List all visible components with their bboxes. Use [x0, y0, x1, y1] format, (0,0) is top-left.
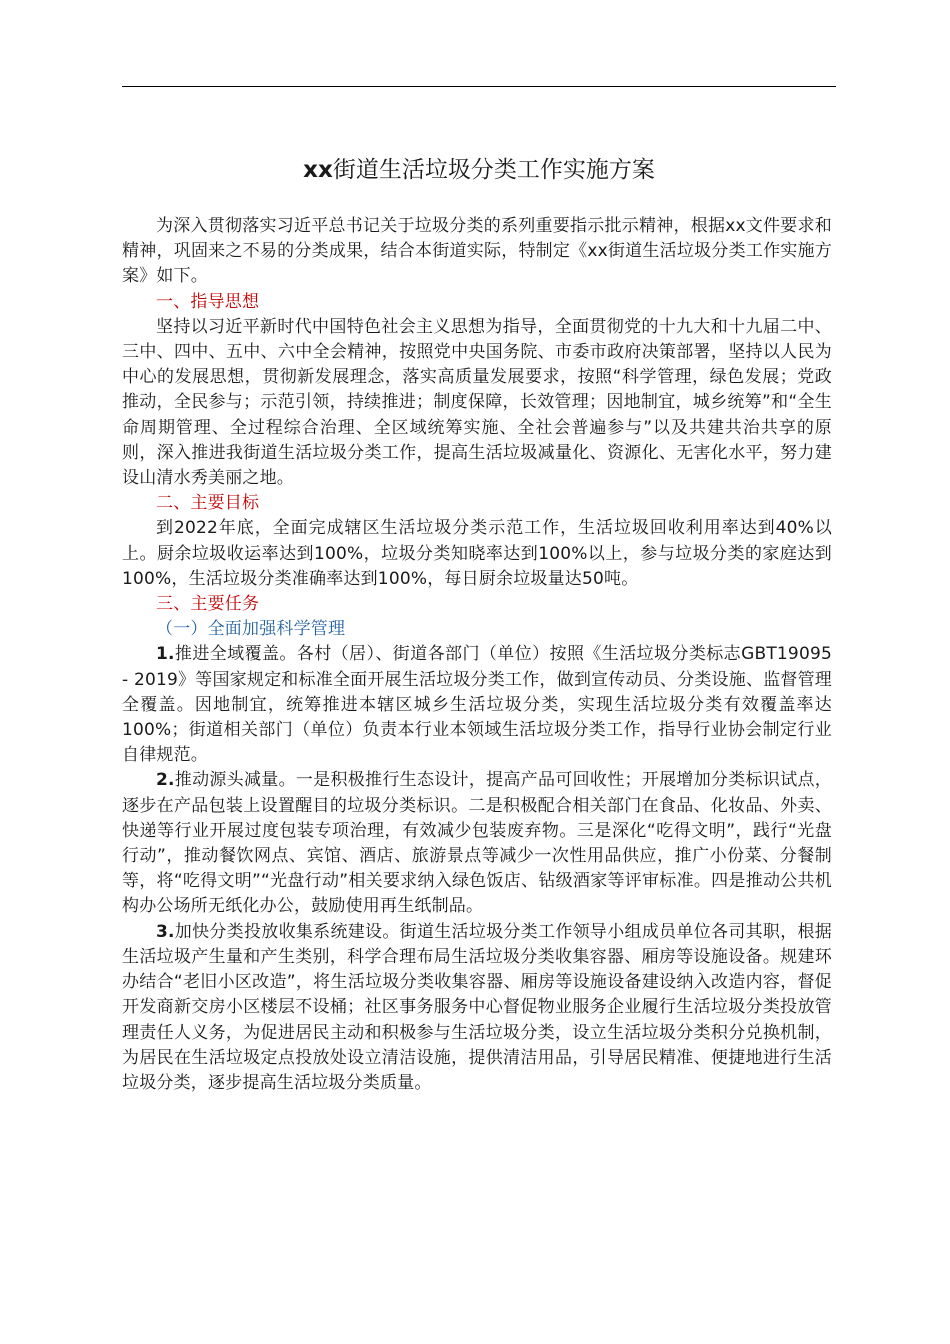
task-item-3-text: 加快分类投放收集系统建设。街道生活垃圾分类工作领导小组成员单位各司其职，根据生活垃圾产生量和产生类别，科学合理布局生活垃圾分类收集容器、厢房等设施设备。规建环办结合“老旧小区改造”，将生活垃圾分类收集容器、厢房等设施设备建设纳入改造内容，督促开发商新交房小区楼层不设桶；社区事务服务中心督促物业服务企业履行生活垃圾分类投放管理责任人义务，为促进居民主动和积极参与生活垃圾分类，设立生活垃圾分类积分兑换机制，为居民在生活垃圾定点投放处设立清洁设施，提供清洁用品，引导居民精准、便捷地进行生活垃圾分类，逐步提高生活垃圾分类质量。: [122, 921, 832, 1093]
title-main: 街道生活垃圾分类工作实施方案: [332, 157, 655, 183]
task-item-1-number: 1.: [156, 644, 175, 665]
section-heading-guiding-ideology: 一、指导思想: [156, 291, 260, 312]
task-item-2-text: 推动源头减量。一是积极推行生态设计，提高产品可回收性；开展增加分类标识试点，逐步在产品包装上设置醒目的垃圾分类标识。二是积极配合相关部门在食品、化妆品、外卖、快递等行业开展过度包装专项治理，有效减少包装废弃物。三是深化“吃得文明”，践行“光盘行动”，推动餐饮网点、宾馆、酒店、旅游景点等减少一次性用品供应，推广小份菜、分餐制等，将“吃得文明”“光盘行动”相关要求纳入绿色饭店、钻级酒家等评审标准。四是推动公共机构办公场所无纸化办公，鼓励使用再生纸制品。: [122, 770, 832, 917]
section-heading-main-tasks: 三、主要任务: [156, 594, 260, 615]
header-rule: [122, 86, 836, 87]
title-prefix: xx: [303, 157, 333, 183]
page-title: [122, 152, 836, 188]
section-paragraph-main-goals: 到2022年底，全面完成辖区生活垃圾分类示范工作，生活垃圾回收利用率达到40%以上。厨余垃圾收运率达到100%，垃圾分类知晓率达到100%以上，参与垃圾分类的家庭达到100%，生活垃圾分类准确率达到100%，每日厨余垃圾量达50吨。: [122, 518, 832, 589]
document-body: [122, 214, 832, 1096]
task-item-2: [122, 768, 832, 919]
section-heading-main-goals: 二、主要目标: [156, 493, 260, 514]
section-paragraph-guiding-ideology: 坚持以习近平新时代中国特色社会主义思想为指导，全面贯彻党的十九大和十九届二中、三中、四中、五中、六中全会精神，按照党中央国务院、市委市政府决策部署，坚持以人民为中心的发展思想，贯彻新发展理念，落实高质量发展要求，按照“科学管理，绿色发展；党政推动，全民参与；示范引领，持续推进；制度保障，长效管理；因地制宜，城乡统筹”和“全生命周期管理、全过程综合治理、全区域统筹实施、全社会普遍参与”以及共建共治共享的原则，深入推进我街道生活垃圾分类工作，提高生活垃圾减量化、资源化、无害化水平，努力建设山清水秀美丽之地。: [122, 316, 832, 489]
subsection-heading-science-management: （一）全面加强科学管理: [156, 619, 346, 640]
task-item-1-text: 推进全域覆盖。各村（居）、街道各部门（单位）按照《生活垃圾分类标志GBT19095 - 2019》等国家规定和标准全面开展生活垃圾分类工作，做到宣传动员、分类设施、监督管理全覆盖。因地制宜，统筹推进本辖区城乡生活垃圾分类，实现生活垃圾分类有效覆盖率达100%；街道相关部门（单位）负责本行业本领域生活垃圾分类工作，指导行业协会制定行业自律规范。: [122, 644, 832, 766]
task-item-3: [122, 920, 832, 1096]
intro-paragraph: 为深入贯彻落实习近平总书记关于垃圾分类的系列重要指示批示精神，根据xx文件要求和精神，巩固来之不易的分类成果，结合本街道实际，特制定《xx街道生活垃圾分类工作实施方案》如下。: [122, 216, 832, 287]
task-item-2-number: 2.: [156, 770, 175, 791]
task-item-1: [122, 642, 832, 768]
task-item-3-number: 3.: [156, 921, 175, 942]
